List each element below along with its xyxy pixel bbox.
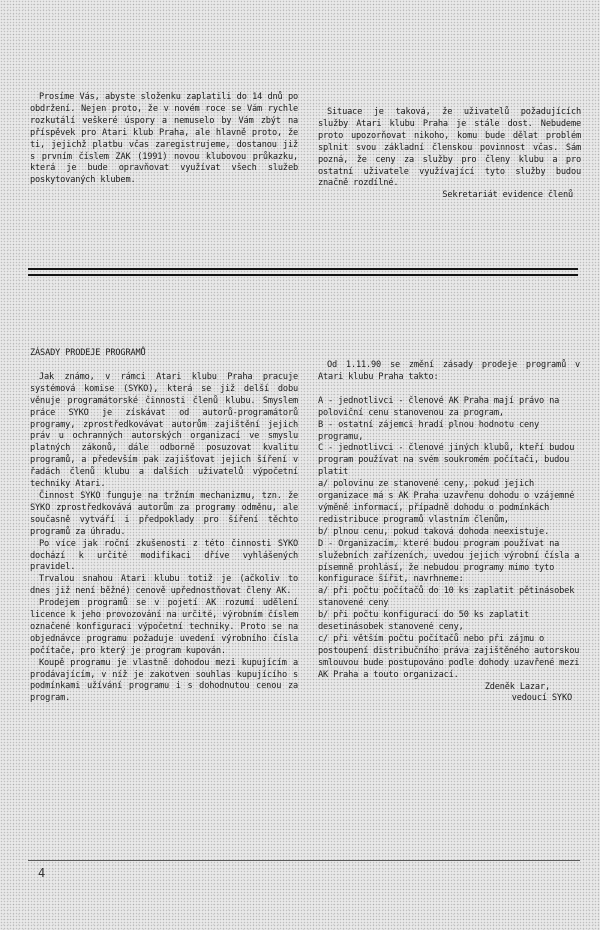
author-role: vedoucí SYKO <box>511 693 572 704</box>
pricing-rules-list: A - jednotlivci - členové AK Praha mají právo na poloviční cenu stanovenou za program, B - ostatní zájemci hradí plnou hodnotu ceny programu, C - jednotlivci - členové jiných klubů, kteří budou program používat na svém soukromém počítači, budou platit a/ polovinu ze stanovené ceny, pokud jejich organizace má s AK Praha uzavřenu dohodu o vzájemné výměně informací, případně dohodu o podmínkách redistribuce programů vlastním členům, b/ plnou cenu, pokud taková dohoda neexistuje. D - Organizacím, které budou program používat na služebních zařízeních, uvedou jejich výrobní čísla a písemně prohlásí, že nebudou programy mimo tyto konfigurace šířit, navrhneme: a/ při počtu počítačů do 10 ks zaplatit pětinásobek stanovené ceny b/ při počtu konfigurací do 50 ks zaplatit desetinásobek stanovené ceny, c/ při větším počtu počítačů nebo při zájmu o postoupení distribučního práva zajištěného autorskou smlouvou bude postupováno podle dohody uzavřené mezi AK Praha a touto organizací. <box>318 395 580 680</box>
article-paragraph: Činnost SYKO funguje na tržním mechanizmu, tzn. že SYKO zprostředkovává autorům za programy odměnu, ale současně vytváří i předpoklady pro šíření těchto programů za úhradu. <box>30 490 298 537</box>
evidence-signature: Sekretariát evidence členů <box>442 190 573 201</box>
article-paragraph: Po více jak roční zkušenosti z této činnosti SYKO dochází k určité modifikaci dříve vyhlášených pravidel. <box>30 538 298 573</box>
section-rule-lower <box>28 274 578 276</box>
article-paragraph: Koupě programu je vlastně dohodou mezi kupujícím a prodávajícím, v níž je zakotven souhlas kupujícího s podmínkami užívání programu i s dohodnutou cenou za program. <box>30 657 298 704</box>
article-title: ZÁSADY PRODEJE PROGRAMŮ <box>30 348 146 358</box>
page-number: 4 <box>38 866 46 880</box>
article-right-column <box>318 360 580 705</box>
top-left-column <box>30 92 298 187</box>
article-paragraph: Jak známo, v rámci Atari klubu Praha pracuje systémová komise (SYKO), která se již delší dobu věnuje programátorské činnosti členů klubu. Smyslem práce SYKO je získávat od autorů-programátorů programy, zprostředkovávat autorům zajištění jejich práv u ochranných autorských organizací ve smyslu platných zákonů, dále odborně posuzovat kvalitu programů, a především pak zajišťovat jejich šíření v řadách členů klubu a dalších uživatelů výpočetní techniky Atari. <box>30 371 298 490</box>
top-right-column <box>318 107 581 202</box>
footer-rule <box>28 860 580 861</box>
payment-request-paragraph: Prosíme Vás, abyste složenku zaplatili do 14 dnů po obdržení. Nejen proto, že v novém roce se Vám rychle rozkutálí veškeré úspory a nemuselo by Vám zbýt na příspěvek pro Atari klub Praha, ale hlavně proto, že ti, jejichž platbu včas zaregistrujeme, dostanou již s prvním číslem ZAK (1991) novou klubovou průkazku, která je bude opravňovat využívat všech služeb poskytovaných klubem. <box>30 92 298 186</box>
article-left-column <box>30 348 298 705</box>
rules-intro: Od 1.11.90 se změní zásady prodeje programů v Atari klubu Praha takto: <box>318 360 580 382</box>
membership-situation-paragraph: Situace je taková, že uživatelů požadujících služby Atari klubu Praha je stále dost. Nebudeme proto upozorňovat nikoho, komu bude dělat problém splnit svou základní členskou povinnost včas. Sám pozná, že ceny za služby pro členy klubu a pro ostatní uživatele využívající tyto služby budou značně rozdílné. <box>318 107 581 189</box>
author-name: Zdeněk Lazar, <box>484 681 550 692</box>
article-paragraph: Trvalou snahou Atari klubu totiž je (ačkoliv to dnes již není běžné) cenově upřednostňovat členy AK. <box>30 574 298 597</box>
section-rule-upper <box>28 268 578 270</box>
article-paragraph: Prodejem programů se v pojetí AK rozumí udělení licence k jeho provozování na určité, výrobním číslem označené konfiguraci výpočetní techniky. Proto se na objednávce programu požaduje uvedení výrobního čísla počítače, pro který je program kupován. <box>30 598 298 656</box>
